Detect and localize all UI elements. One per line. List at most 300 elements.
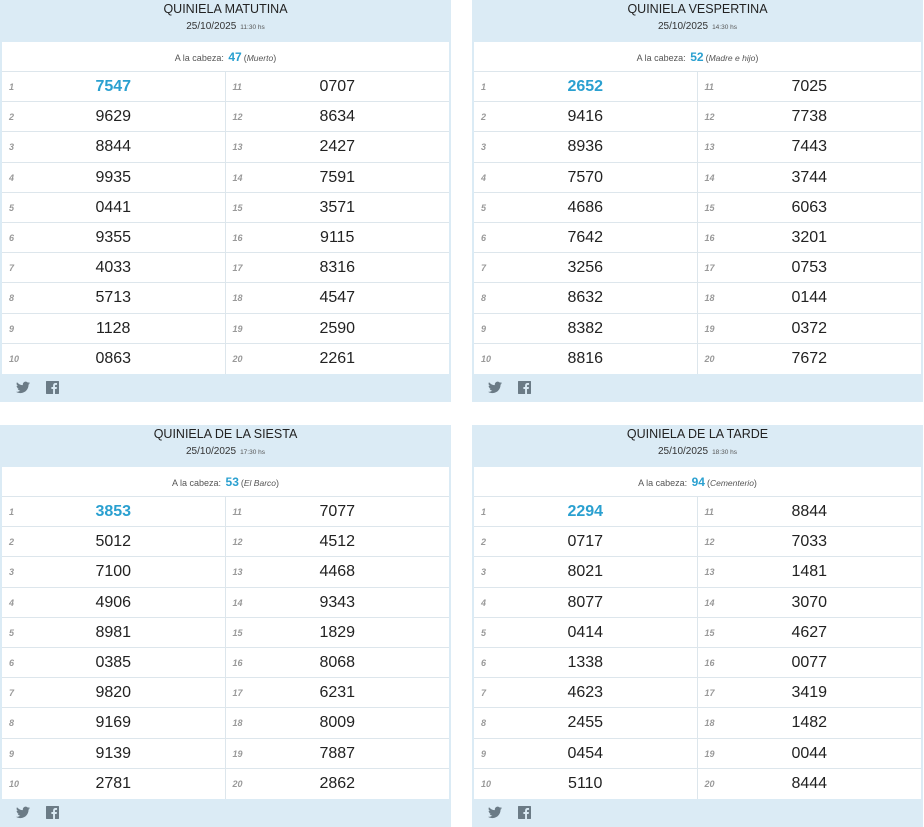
result-cell	[474, 102, 698, 131]
position-label: 15	[232, 627, 243, 638]
position-label: 1	[481, 507, 487, 517]
quiniela-card-matutina	[0, 0, 451, 402]
result-cell	[698, 163, 922, 192]
position-label: 16	[704, 657, 715, 668]
position-label: 9	[9, 323, 15, 334]
card-header	[472, 0, 923, 42]
result-cell	[698, 618, 922, 647]
result-cell	[698, 102, 922, 131]
drawn-number: 3070	[791, 593, 828, 611]
table-row	[474, 708, 921, 738]
cabeza-meaning: El Barco	[243, 478, 277, 488]
result-cell	[226, 739, 450, 768]
result-cell	[2, 344, 226, 374]
table-row	[2, 769, 449, 799]
card-title: QUINIELA DE LA TARDE	[626, 427, 769, 441]
drawn-number: 4512	[319, 533, 356, 551]
position-label: 15	[232, 202, 243, 213]
drawn-number: 8021	[567, 563, 604, 581]
result-cell	[2, 193, 226, 222]
drawn-number: 8816	[567, 349, 604, 367]
table-row	[474, 557, 921, 587]
drawn-number: 4623	[567, 684, 604, 702]
drawn-number: 7738	[791, 108, 828, 126]
position-label: 1	[481, 82, 487, 92]
drawn-number: 7033	[791, 533, 828, 551]
twitter-icon[interactable]	[16, 806, 30, 819]
draw-time: 18:30 hs	[712, 449, 737, 456]
drawn-number: 9115	[320, 228, 355, 246]
table-row	[474, 769, 921, 799]
position-label: 7	[9, 688, 15, 699]
drawn-number: 1829	[319, 623, 356, 641]
result-cell	[2, 527, 226, 556]
position-label: 12	[232, 537, 243, 548]
facebook-icon[interactable]	[518, 381, 532, 394]
table-row	[474, 314, 921, 344]
drawn-number: 0414	[567, 623, 604, 641]
table-row	[2, 527, 449, 557]
position-label: 12	[704, 537, 715, 548]
table-row	[2, 708, 449, 738]
drawn-number: 7443	[791, 138, 828, 156]
results-table	[474, 72, 921, 374]
result-cell	[474, 678, 698, 707]
position-label: 16	[232, 657, 243, 668]
position-label: 19	[232, 323, 243, 334]
result-cell	[2, 588, 226, 617]
position-label: 3	[481, 142, 487, 153]
table-row	[474, 497, 921, 527]
result-cell	[2, 283, 226, 312]
drawn-number: 8077	[567, 593, 604, 611]
drawn-number: 2652	[567, 78, 604, 95]
drawn-number: 7570	[567, 168, 604, 186]
position-label: 5	[9, 627, 15, 638]
result-cell	[2, 739, 226, 768]
result-cell	[2, 102, 226, 131]
drawn-number: 2294	[567, 503, 604, 520]
card-header	[0, 0, 451, 42]
twitter-icon[interactable]	[488, 806, 502, 819]
result-cell	[226, 253, 450, 282]
position-label: 5	[481, 202, 487, 213]
share-bar	[472, 374, 923, 400]
result-cell	[226, 132, 450, 161]
draw-date-row	[0, 446, 451, 459]
result-cell	[698, 283, 922, 312]
table-row	[2, 678, 449, 708]
position-label: 11	[704, 507, 714, 517]
position-label: 20	[232, 353, 243, 364]
quiniela-card-vespertina	[472, 0, 923, 402]
position-label: 2	[481, 112, 487, 123]
position-label: 6	[9, 657, 15, 668]
drawn-number: 9820	[95, 684, 132, 702]
drawn-number: 2590	[319, 319, 356, 337]
drawn-number: 0707	[319, 78, 356, 95]
drawn-number: 3744	[791, 168, 828, 186]
cabeza-number: 94	[691, 475, 705, 489]
results-table	[2, 497, 449, 799]
results-table	[2, 72, 449, 374]
drawn-number: 8382	[567, 319, 604, 337]
draw-time: 17:30 hs	[240, 449, 265, 456]
cabeza-number: 47	[228, 50, 242, 64]
position-label: 8	[9, 293, 15, 304]
drawn-number: 7672	[791, 349, 828, 367]
drawn-number: 2455	[567, 714, 604, 732]
position-label: 19	[704, 748, 715, 759]
result-cell	[226, 314, 450, 343]
table-row	[474, 132, 921, 162]
position-label: 17	[704, 263, 715, 274]
result-cell	[698, 557, 922, 586]
position-label: 9	[9, 748, 15, 759]
twitter-icon[interactable]	[488, 381, 502, 394]
table-row	[2, 344, 449, 374]
result-cell	[698, 193, 922, 222]
share-bar	[472, 799, 923, 825]
drawn-number: 9416	[567, 108, 604, 126]
position-label: 7	[481, 688, 487, 699]
drawn-number: 4468	[319, 563, 356, 581]
position-label: 18	[704, 718, 715, 729]
table-row	[2, 163, 449, 193]
position-label: 6	[9, 232, 15, 243]
position-label: 11	[704, 82, 714, 92]
result-cell	[226, 678, 450, 707]
drawn-number: 8632	[567, 289, 604, 307]
table-row	[2, 739, 449, 769]
drawn-number: 2261	[319, 349, 356, 367]
quiniela-card-tarde	[472, 425, 923, 827]
cabeza-meaning: Cementerio	[709, 478, 754, 488]
result-cell	[474, 132, 698, 161]
table-row	[474, 648, 921, 678]
drawn-number: 0717	[567, 533, 604, 551]
drawn-number: 0372	[791, 319, 828, 337]
table-row	[2, 102, 449, 132]
share-bar	[0, 799, 451, 825]
position-label: 14	[704, 172, 715, 183]
card-title: QUINIELA MATUTINA	[163, 2, 288, 16]
drawn-number: 2781	[95, 774, 132, 792]
quiniela-card-siesta	[0, 425, 451, 827]
drawn-number: 8936	[567, 138, 604, 156]
result-cell	[698, 72, 922, 101]
cabeza-meaning: Muerto	[246, 53, 274, 63]
position-label: 3	[481, 567, 487, 578]
result-cell	[474, 588, 698, 617]
table-row	[474, 72, 921, 102]
position-label: 3	[9, 567, 15, 578]
position-label: 11	[232, 507, 242, 517]
result-cell	[474, 223, 698, 252]
facebook-icon[interactable]	[46, 381, 60, 394]
result-cell	[474, 739, 698, 768]
result-cell	[2, 314, 226, 343]
position-label: 20	[232, 778, 243, 789]
result-cell	[226, 557, 450, 586]
result-cell	[226, 648, 450, 677]
result-cell	[474, 193, 698, 222]
table-row	[474, 102, 921, 132]
facebook-icon[interactable]	[518, 806, 532, 819]
position-label: 5	[481, 627, 487, 638]
facebook-icon[interactable]	[46, 806, 60, 819]
position-label: 6	[481, 232, 487, 243]
drawn-number: 8444	[791, 774, 828, 792]
cabeza-label: A la cabeza:	[636, 53, 686, 63]
position-label: 2	[9, 537, 15, 548]
table-row	[474, 739, 921, 769]
position-label: 14	[232, 597, 243, 608]
drawn-number: 6231	[319, 684, 356, 702]
cabeza-banner: A la cabeza: 94 (Cementerio)	[474, 467, 921, 497]
draw-date-row	[472, 21, 923, 34]
drawn-number: 7025	[791, 78, 828, 95]
drawn-number: 7077	[319, 503, 356, 520]
result-cell	[2, 708, 226, 737]
result-cell	[698, 739, 922, 768]
position-label: 20	[704, 353, 715, 364]
position-label: 18	[232, 293, 243, 304]
position-label: 11	[232, 82, 242, 92]
position-label: 10	[481, 778, 492, 789]
result-cell	[474, 557, 698, 586]
cabeza-banner: A la cabeza: 47 (Muerto)	[2, 42, 449, 72]
table-row	[2, 72, 449, 102]
result-cell	[226, 497, 450, 526]
drawn-number: 3571	[319, 198, 356, 216]
drawn-number: 3853	[95, 503, 132, 520]
drawn-number: 8844	[791, 503, 828, 520]
position-label: 14	[704, 597, 715, 608]
table-row	[474, 193, 921, 223]
drawn-number: 0144	[791, 289, 828, 307]
drawn-number: 8009	[319, 714, 356, 732]
position-label: 12	[704, 112, 715, 123]
position-label: 7	[481, 263, 487, 274]
result-cell	[226, 344, 450, 374]
table-row	[2, 253, 449, 283]
drawn-number: 9169	[95, 714, 132, 732]
position-label: 7	[9, 263, 15, 274]
table-row	[2, 557, 449, 587]
drawn-number: 9935	[95, 168, 132, 186]
result-cell	[226, 618, 450, 647]
position-label: 13	[704, 142, 715, 153]
draw-date: 25/10/2025	[658, 446, 709, 457]
result-cell	[474, 618, 698, 647]
table-row	[2, 648, 449, 678]
table-row	[474, 344, 921, 374]
position-label: 13	[704, 567, 715, 578]
position-label: 17	[232, 688, 243, 699]
drawn-number: 1128	[96, 319, 131, 337]
result-cell	[698, 253, 922, 282]
position-label: 18	[232, 718, 243, 729]
position-label: 3	[9, 142, 15, 153]
drawn-number: 7591	[319, 168, 356, 186]
drawn-number: 9139	[95, 744, 132, 762]
drawn-number: 1481	[791, 563, 828, 581]
table-row	[2, 283, 449, 313]
position-label: 15	[704, 202, 715, 213]
drawn-number: 3201	[791, 228, 828, 246]
position-label: 8	[481, 718, 487, 729]
result-cell	[226, 102, 450, 131]
position-label: 13	[232, 142, 243, 153]
drawn-number: 8316	[319, 259, 356, 277]
twitter-icon[interactable]	[16, 381, 30, 394]
position-label: 8	[9, 718, 15, 729]
result-cell	[474, 648, 698, 677]
table-row	[2, 497, 449, 527]
position-label: 13	[232, 567, 243, 578]
drawn-number: 0385	[95, 653, 132, 671]
position-label: 10	[9, 778, 20, 789]
drawn-number: 7887	[319, 744, 356, 762]
drawn-number: 9343	[319, 593, 356, 611]
drawn-number: 8068	[319, 653, 356, 671]
result-cell	[698, 344, 922, 374]
table-row	[474, 163, 921, 193]
position-label: 10	[481, 353, 492, 364]
drawn-number: 0863	[95, 349, 132, 367]
drawn-number: 4547	[319, 289, 356, 307]
position-label: 19	[704, 323, 715, 334]
result-cell	[698, 708, 922, 737]
result-cell	[474, 497, 698, 526]
result-cell	[698, 497, 922, 526]
draw-time: 11:30 hs	[240, 24, 265, 31]
position-label: 18	[704, 293, 715, 304]
result-cell	[474, 527, 698, 556]
result-cell	[474, 344, 698, 374]
table-row	[474, 253, 921, 283]
position-label: 17	[704, 688, 715, 699]
result-cell	[226, 193, 450, 222]
result-cell	[226, 163, 450, 192]
draw-date-row	[0, 21, 451, 34]
table-row	[474, 527, 921, 557]
table-row	[474, 223, 921, 253]
result-cell	[698, 314, 922, 343]
position-label: 4	[9, 597, 15, 608]
drawn-number: 3256	[567, 259, 604, 277]
result-cell	[474, 708, 698, 737]
drawn-number: 2862	[319, 774, 356, 792]
result-cell	[698, 223, 922, 252]
result-cell	[2, 648, 226, 677]
drawn-number: 4906	[95, 593, 132, 611]
position-label: 9	[481, 323, 487, 334]
position-label: 16	[232, 232, 243, 243]
drawn-number: 1338	[567, 653, 604, 671]
drawn-number: 2427	[319, 138, 356, 156]
result-cell	[2, 678, 226, 707]
result-cell	[2, 163, 226, 192]
result-cell	[474, 163, 698, 192]
card-title: QUINIELA VESPERTINA	[627, 2, 768, 16]
drawn-number: 7547	[95, 78, 132, 95]
share-bar	[0, 374, 451, 400]
drawn-number: 5012	[95, 533, 132, 551]
table-row	[2, 588, 449, 618]
position-label: 17	[232, 263, 243, 274]
cabeza-label: A la cabeza:	[638, 478, 688, 488]
position-label: 8	[481, 293, 487, 304]
table-row	[474, 678, 921, 708]
drawn-number: 5110	[568, 774, 603, 792]
table-row	[2, 193, 449, 223]
result-cell	[698, 527, 922, 556]
drawn-number: 7642	[567, 228, 604, 246]
draw-date: 25/10/2025	[658, 21, 709, 32]
result-cell	[2, 253, 226, 282]
position-label: 14	[232, 172, 243, 183]
cabeza-meaning: Madre e hijo	[708, 53, 756, 63]
result-cell	[2, 72, 226, 101]
position-label: 2	[481, 537, 487, 548]
result-cell	[2, 223, 226, 252]
result-cell	[698, 769, 922, 799]
draw-date-row	[472, 446, 923, 459]
results-table	[474, 497, 921, 799]
position-label: 1	[9, 82, 15, 92]
drawn-number: 0077	[791, 653, 828, 671]
result-cell	[226, 283, 450, 312]
result-cell	[2, 769, 226, 799]
drawn-number: 3419	[791, 684, 828, 702]
position-label: 9	[481, 748, 487, 759]
drawn-number: 5713	[95, 289, 132, 307]
draw-date: 25/10/2025	[186, 21, 237, 32]
cabeza-number: 53	[225, 475, 239, 489]
result-cell	[474, 769, 698, 799]
result-cell	[2, 618, 226, 647]
card-header	[472, 425, 923, 467]
drawn-number: 9629	[95, 108, 132, 126]
result-cell	[226, 588, 450, 617]
drawn-number: 6063	[791, 198, 828, 216]
drawn-number: 0753	[791, 259, 828, 277]
result-cell	[226, 72, 450, 101]
drawn-number: 0044	[791, 744, 828, 762]
position-label: 4	[481, 597, 487, 608]
result-cell	[474, 72, 698, 101]
table-row	[474, 618, 921, 648]
drawn-number: 7100	[95, 563, 132, 581]
position-label: 5	[9, 202, 15, 213]
table-row	[474, 283, 921, 313]
card-title: QUINIELA DE LA SIESTA	[153, 427, 298, 441]
drawn-number: 0454	[567, 744, 604, 762]
result-cell	[698, 588, 922, 617]
drawn-number: 0441	[95, 198, 132, 216]
position-label: 4	[481, 172, 487, 183]
card-header	[0, 425, 451, 467]
cabeza-label: A la cabeza:	[171, 478, 222, 488]
table-row	[2, 618, 449, 648]
result-cell	[2, 557, 226, 586]
result-cell	[474, 253, 698, 282]
result-cell	[226, 527, 450, 556]
result-cell	[698, 678, 922, 707]
drawn-number: 4627	[791, 623, 828, 641]
